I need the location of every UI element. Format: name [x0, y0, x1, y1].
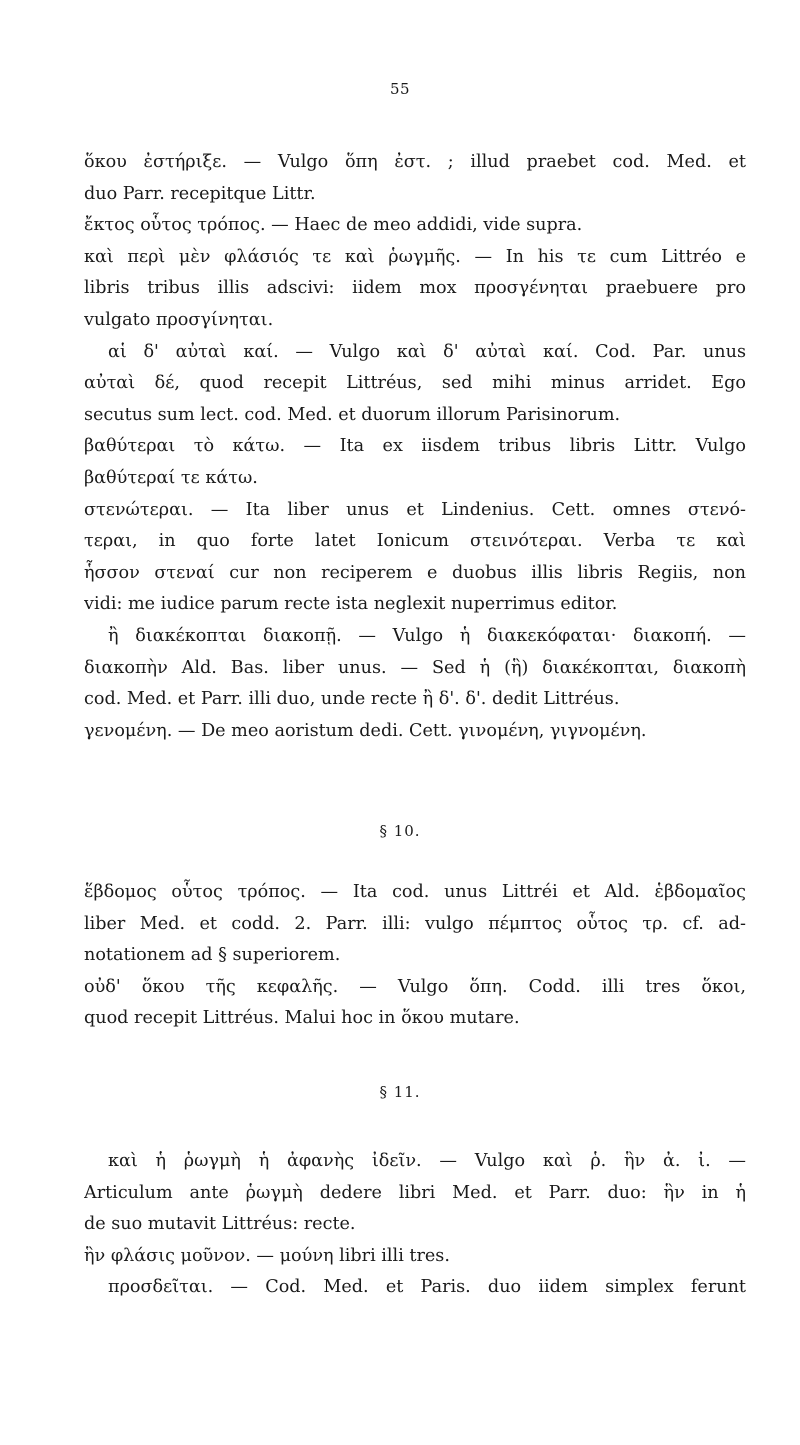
text-line: vulgato προσγίνηται.	[84, 309, 274, 330]
text-line: quod recepit Littréus. Malui hoc in ὅκου mutare.	[84, 1008, 520, 1029]
text-line: liber Med. et codd. 2. Parr. illi: vulgo πέμπτος οὗτος τρ. cf. ad-	[84, 913, 746, 934]
text-line: τεραι, in quo forte latet Ionicum στεινότεραι. Verba τε καὶ	[84, 531, 746, 552]
text-line: Articulum ante ῥωγμὴ dedere libri Med. et Parr. duo: ἣν in ἡ	[84, 1182, 746, 1203]
text-line: ἕβδομος οὗτος τρόπος. — Ita cod. unus Littréi et Ald. ἑβδομαῖος	[84, 882, 746, 902]
text-line: notationem ad § superiorem.	[84, 945, 341, 966]
text-line: αὐταὶ δέ, quod recepit Littréus, sed mihi minus arridet. Ego	[84, 373, 746, 394]
text-line: προσδεῖται. — Cod. Med. et Paris. duo iidem simplex ferunt	[108, 1277, 746, 1298]
text-line: duo Parr. recepitque Littr.	[84, 183, 316, 204]
text-line: ἔκτος οὗτος τρόπος. — Haec de meo addidi, vide supra.	[84, 215, 583, 236]
text-line: de suo mutavit Littréus: recte.	[84, 1214, 356, 1235]
text-line: ἧσσον στεναί cur non reciperem e duobus illis libris Regiis, non	[84, 562, 746, 583]
text-line: ἣν φλάσις μοῦνον. — μούνη libri illi tres.	[84, 1245, 450, 1266]
text-line: libris tribus illis adscivi: iidem mox προσγένηται praebuere pro	[84, 278, 746, 299]
text-line: αἱ δ' αὐταὶ καί. — Vulgo καὶ δ' αὐταὶ καί. Cod. Par. unus	[108, 341, 746, 362]
text-line: vidi: me iudice parum recte ista neglexit nuperrimus editor.	[84, 594, 618, 615]
text-line: βαθύτεραί τε κάτω.	[84, 467, 258, 488]
critical-notes-block-3	[84, 1146, 746, 1304]
text-line: οὐδ' ὅκου τῆς κεφαλῆς. — Vulgo ὅπη. Codd. illi tres ὅκοι,	[84, 976, 746, 997]
text-line: βαθύτεραι τὸ κάτω. — Ita ex iisdem tribus libris Littr. Vulgo	[84, 436, 746, 457]
critical-notes-block-1	[84, 147, 746, 747]
section-heading-10: § 10.	[379, 822, 421, 840]
text-line: διακοπὴν Ald. Bas. liber unus. — Sed ἡ (ἣ) διακέκοπται, διακοπὴ	[84, 657, 746, 678]
text-line: cod. Med. et Parr. illi duo, unde recte ἢ δ'. δ'. dedit Littréus.	[84, 689, 620, 710]
text-line: ἢ διακέκοπται διακοπῇ. — Vulgo ἡ διακεκόφαται· διακοπή. —	[108, 625, 746, 646]
text-line: στενώτεραι. — Ita liber unus et Lindenius. Cett. omnes στενό-	[84, 499, 746, 520]
page-number: 55	[389, 80, 411, 98]
section-heading-11: § 11.	[379, 1083, 421, 1101]
text-line: καὶ περὶ μὲν φλάσιός τε καὶ ῥωγμῆς. — In his τε cum Littréo e	[84, 246, 746, 267]
text-line: ὅκου ἐστήριξε. — Vulgo ὅπη ἐστ. ; illud praebet cod. Med. et	[84, 152, 746, 172]
text-line: καὶ ἡ ῥωγμὴ ἡ ἀφανὴς ἰδεῖν. — Vulgo καὶ ῥ. ἣν ἀ. ἰ. —	[108, 1151, 746, 1171]
text-line: secutus sum lect. cod. Med. et duorum illorum Parisinorum.	[84, 404, 621, 425]
text-line: γενομένη. — De meo aoristum dedi. Cett. γινομένη, γιγνομένη.	[84, 720, 647, 741]
critical-notes-block-2	[84, 877, 746, 1035]
